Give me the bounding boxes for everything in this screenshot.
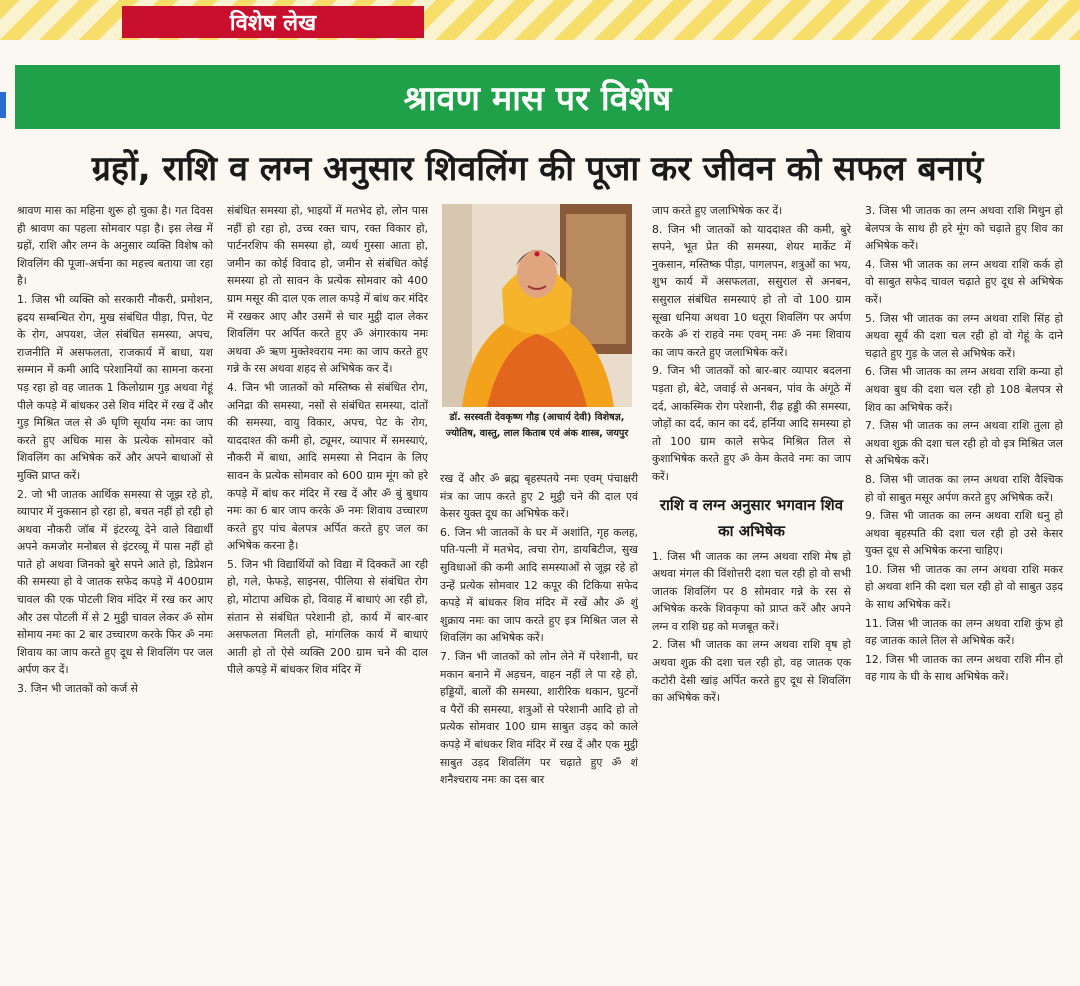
- paragraph: 8. जिस भी जातक का लग्न अथवा राशि वैश्चिक हो वो साबुत मसूर अर्पण करते हुए अभिषेक करें।: [865, 472, 1063, 504]
- article-headline: ग्रहों, राशि व लग्न अनुसार शिवलिंग की पूजा कर जीवन को सफल बनाएं: [91, 149, 984, 189]
- paragraph: रख दें और ॐ ब्रह्म बृहस्पतये नमः एवम् पंचाक्षरी मंत्र का जाप करते हुए 2 मुट्ठी चने की दाल एवं केसर युक्त दूध का अभिषेक करें।: [440, 472, 638, 521]
- paragraph: 1. जिस भी जातक का लग्न अथवा राशि मेष हो अथवा मंगल की विंशोत्तरी दशा चल रही हो वो सभी जातक शिवलिंग पर 8 सोमवार गन्ने के रस से अभिषेक करके शिवकृपा को प्राप्त करें और अपने लग्न व राशि ग्रह को मजबूत करें।: [652, 549, 851, 633]
- paragraph: 12. जिस भी जातक का लग्न अथवा राशि मीन हो वह गाय के घी के साथ अभिषेक करें।: [865, 652, 1063, 684]
- article-column-3: [440, 470, 638, 982]
- article-column-2: [227, 202, 428, 982]
- author-photo: [442, 204, 632, 407]
- sub-heading: राशि व लग्न अनुसार भगवान शिव का अभिषेक: [659, 495, 844, 540]
- paragraph: 2. जो भी जातक आर्थिक समस्या से जूझ रहे हो, व्यापार में नुकसान हो रहा हो, बचत नहीं हो रही हो अथवा नौकरी जॉब में इंटरव्यू देने वाले विद्यार्थी अपने कमजोर मनोबल से इंटरव्यू में पास नहीं हो पाते हो अथवा जिनको बुरे सपने आते हो, डिप्रेशन की समस्या हो वे जातक सफेद कपड़े में 400ग्राम चावल की एक पोटली शिव मंदिर में रख कर आए और उस पोटली में से 2 मुट्ठी चावल लेकर ॐ सोम सोमाय नमः का 2 बार उच्चारण करके फिर ॐ नमः शिवाय का जाप करते हुए दूध से शिवलिंग पर जल अर्पण कर दें।: [17, 487, 213, 677]
- paragraph: 7. जिन भी जातकों को लोन लेने में परेशानी, घर मकान बनाने में अड़चन, वाहन नहीं ले पा रहे हो, हड्डियों, बालों की समस्या, शारीरिक थकान, घुटनों व पैरों की समस्या, शत्रुओं से परेशानी आदि हो तो प्रत्येक सोमवार 100 ग्राम साबुत उड़द को काले कपड़े में बांधकर शिव मंदिर में रख दें और एक मुट्ठी साबुत उड़द शिवलिंग पर चढ़ाते हुए ॐ शं शनैश्चराय नमः का दस बार: [440, 649, 638, 787]
- article-column-4: [652, 202, 851, 982]
- paragraph: संबंधित समस्या हो, भाइयों में मतभेद हो, लोन पास नहीं हो रहा हो, उच्च रक्त चाप, रक्त विकार हो, पार्टनरशिप की समस्या हो, व्यर्थ गुस्सा आता हो, जमीन का कोई विवाद हो, जमीन से संबंधित कोई समस्या हो तो सावन के प्रत्येक सोमवार को 400 ग्राम मसूर की दाल एक लाल कपड़े में बांध कर मंदिर में रखकर आए और उसमें से चार मुट्ठी दाल लेकर शिवलिंग पर अर्पित करते हुए ॐ अंगारकाय नमः अथवा ॐ ऋण मुक्तेश्वराय नमः का जाप करते हुए गन्ने के रस अथवा शहद से अभिषेक कर दें।: [227, 204, 428, 376]
- paragraph: जाप करते हुए जलाभिषेक कर दें।: [652, 204, 783, 217]
- article-column-1: [17, 202, 213, 982]
- edge-marker: [0, 92, 6, 118]
- article-column-5: [865, 202, 1063, 982]
- photo-caption: डॉ. सरस्वती देवकृष्ण गौड़ (आचार्य देवी) विशेषज्ञ, ज्योतिष, वास्तु, लाल किताब एवं अंक शास्त्र, जयपुर: [445, 412, 629, 439]
- paragraph: श्रावण मास का महिना शुरू हो चुका है। गत दिवस ही श्रावण का पहला सोमवार पड़ा है। इस लेख में ग्रहों, राशि और लग्न के अनुसार व्यक्ति विशेष को शिवलिंग की पूजा-अर्चना का महत्त्व बताया जा रहा है।: [17, 204, 213, 288]
- paragraph: 1. जिस भी व्यक्ति को सरकारी नौकरी, प्रमोशन, ह्रदय सम्बन्धित रोग, मुख संबंधित पीड़ा, पित्त, पेट के रोग, अपयश, जेल संबंधित समस्या, अपच, राजनीति में असफलता, राजकार्य में बाधा, यश सम्मान में कमी आदि परेशानियों का सामना करना पड़ रहा हो वह जातक 1 किलोग्राम गुड़ अथवा गेहूं पीले कपड़े में बांधकर उसे शिव मंदिर में रख दें और गुड़ मिश्रित जल से ॐ घृणि सूर्याय नमः का जाप करते हुए अधिक मास के प्रत्येक सोमवार को शिवलिंग का अभिषेक करें और अपने बाधाओं से मुक्ति प्राप्त करें।: [17, 292, 213, 482]
- paragraph: 5. जिस भी जातक का लग्न अथवा राशि सिंह हो अथवा सूर्य की दशा चल रही हो वो गेहूं के दाने चढ़ाते हुए गुड़ के जल से अभिषेक करें।: [865, 311, 1063, 360]
- banner-title: श्रावण मास पर विशेष: [15, 65, 1060, 129]
- paragraph: 5. जिन भी विद्यार्थियों को विद्या में दिक्कतें आ रही हो, गले, फेफड़े, साइनस, पीलिया से संबंधित रोग हो, मोटापा अधिक हो, विवाह में बाधाएं आ रही हो, संतान से संबंधित परेशानी हो, कार्य में बार-बार असफलता मिलती हो, मांगलिक कार्य में बाधाएं आती हो तो ऐसे व्यक्ति 200 ग्राम चने की दाल पीले कपड़े में बांधकर शिव मंदिर में: [227, 557, 428, 677]
- paragraph: 4. जिस भी जातक का लग्न अथवा राशि कर्क हो वो साबुत सफेद चावल चढ़ाते हुए दूध से अभिषेक करें।: [865, 257, 1063, 306]
- author-portrait-image: [442, 204, 632, 407]
- paragraph: 6. जिस भी जातक का लग्न अथवा राशि कन्या हो अथवा बुध की दशा चल रही हो 108 बेलपत्र से शिव का अभिषेक करें।: [865, 365, 1063, 414]
- paragraph: 2. जिस भी जातक का लग्न अथवा राशि वृष हो अथवा शुक्र की दशा चल रही हो, वह जातक एक कटोरी देसी खांड़ अर्पित करते हुए दूध से शिवलिंग का अभिषेक करें।: [652, 638, 851, 705]
- paragraph: 9. जिन भी जातकों को बार-बार व्यापार बदलना पड़ता हो, बेटे, जवाई से अनबन, पांव के अंगूठे में दर्द, आकस्मिक रोग परेशानी, रीढ़ हड्डी की समस्या, जोड़ों का दर्द, कान का दर्द, हर्निया आदि समस्या हो तो 100 ग्राम काले सफेद मिश्रित तिल से कुशाभिषेक करते हुए ॐ केम केतवे नमः का जाप करें।: [652, 364, 851, 483]
- paragraph: 3. जिन भी जातकों को कर्ज से: [17, 682, 138, 696]
- paragraph: 4. जिन भी जातकों को मस्तिष्क से संबंधित रोग, अनिद्रा की समस्या, नसों से संबंधित समस्या, दांतों की समस्या, वायु विकार, अपच, पेट के रोग, याददाश्त की कमी हो, ट्यूमर, व्यापार में समस्याएं, नौकरी में बाधा, आदि समस्या से निदान के लिए सावन के प्रत्येक सोमवार को 600 ग्राम मूंग को हरे कपड़े में बांध कर मंदिर में रख दें और ॐ बुं बुधाय नमः का 6 बार जाप करके ॐ नमः शिवाय उच्चारण करते हुए पांच बेलपत्र अर्पित करते हुए जल का अभिषेक करना है।: [227, 380, 428, 553]
- paragraph: 7. जिस भी जातक का लग्न अथवा राशि तुला हो अथवा शुक्र की दशा चल रही हो वो इत्र मिश्रित जल से अभिषेक करें।: [865, 419, 1063, 468]
- paragraph: 6. जिन भी जातकों के घर में अशांति, गृह कलह, पति-पत्नी में मतभेद, त्वचा रोग, डायबिटीज, सुख सुविधाओं की कमी आदि समस्याओं से जूझ रहे हो उन्हें प्रत्येक सोमवार 12 कपूर की टिकिया सफेद कपड़े में बांधकर शिव मंदिर में रखें और ॐ शुं शुक्राय नमः का जाप करते हुए इत्र मिश्रित जल से शिवलिंग का अभिषेक करें।: [440, 525, 638, 645]
- paragraph: 3. जिस भी जातक का लग्न अथवा राशि मिथुन हो बेलपत्र के साथ ही हरे मूंग को चढ़ाते हुए शिव का अभिषेक करें।: [865, 204, 1063, 253]
- paragraph: 10. जिस भी जातक का लग्न अथवा राशि मकर हो अथवा शनि की दशा चल रही हो वो साबुत उड़द के साथ अभिषेक करें।: [865, 562, 1063, 612]
- paragraph: 11. जिस भी जातक का लग्न अथवा राशि कुंभ हो वह जातक काले तिल से अभिषेक करें।: [865, 616, 1063, 648]
- section-tag: विशेष लेख: [122, 6, 424, 38]
- paragraph: 9. जिस भी जातक का लग्न अथवा राशि धनु हो अथवा बृहस्पति की दशा चल रही हो उसे केसर युक्त दूध से अभिषेक करना चाहिए।: [865, 509, 1063, 558]
- paragraph: 8. जिन भी जातकों को याददाश्त की कमी, बुरे सपने, भूत प्रेत की समस्या, शेयर मार्केट में नुकसान, मस्तिष्क पीड़ा, पागलपन, शत्रुओं का भय, शुभ कार्य में असफलता, ससुराल से अनबन, ससुराल संबंधित समस्याएं हो तो वो 100 ग्राम सूखा धनिया अथवा 10 धतूरा शिवलिंग पर अर्पण करके ॐ रां राहवे नमः एवम् नमः ॐ नमः शिवाय का जाप करते हुए जलाभिषेक करें।: [652, 222, 851, 359]
